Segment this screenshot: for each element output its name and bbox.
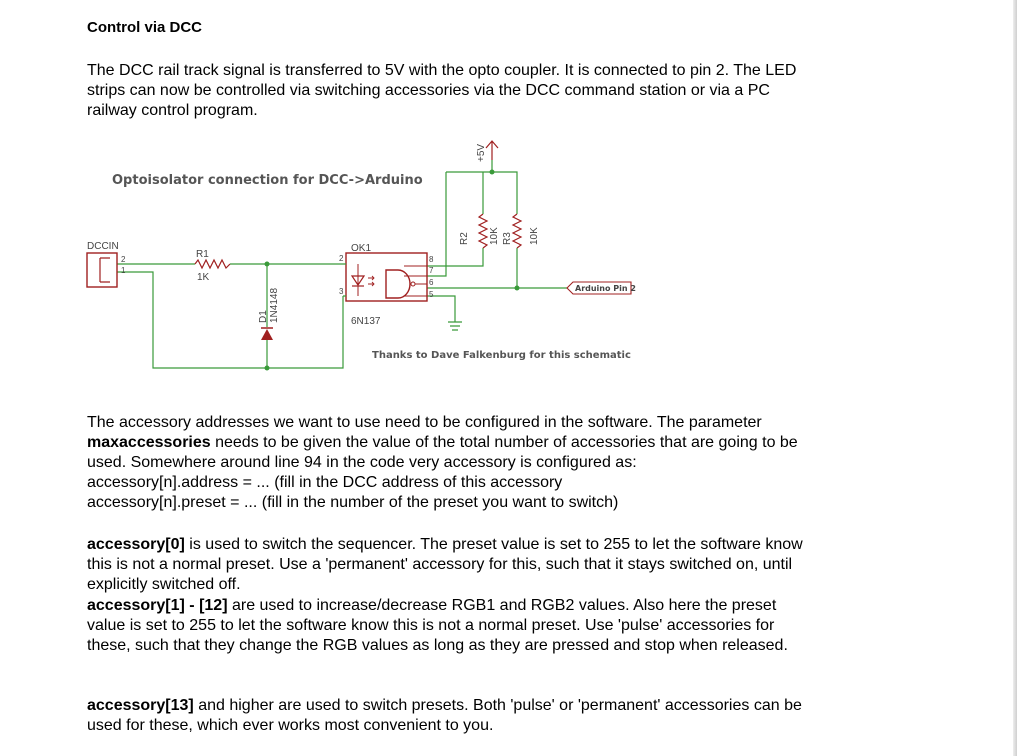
- r2-value: 10K: [489, 227, 500, 245]
- ok1-pin5: 5: [429, 290, 434, 299]
- acc13-term: accessory[13]: [87, 697, 194, 714]
- ok1-pin2: 2: [339, 254, 344, 263]
- config-line: [87, 433, 887, 453]
- intro-line: The DCC rail track signal is transferred to 5V with the opto coupler. It is connected to pin 2. The LED: [87, 62, 797, 79]
- accessory1-12-paragraph: [87, 596, 887, 656]
- r1-value: 1K: [197, 272, 210, 283]
- acc13-line: used for these, which ever works most convenient to you.: [87, 717, 494, 734]
- acc13-line: [87, 696, 887, 716]
- ok1-pin8: 8: [429, 255, 434, 264]
- r3-name: R3: [502, 232, 513, 245]
- acc0-text: is used to switch the sequencer. The preset value is set to 255 to let the software know: [184, 536, 803, 553]
- acc0-term: accessory[0]: [87, 536, 185, 553]
- intro-line: strips can now be controlled via switching accessories via the DCC command station or via a PC: [87, 82, 770, 99]
- config-line: The accessory addresses we want to use need to be configured in the software. The parameter: [87, 414, 762, 431]
- acc1-line: [87, 596, 887, 616]
- dccin-pin2: 2: [121, 255, 126, 264]
- ok1-pin3: 3: [339, 287, 344, 296]
- accessory13-paragraph: [87, 696, 887, 736]
- d1-value: 1N4148: [269, 287, 280, 323]
- section-heading: Control via DCC: [87, 19, 203, 36]
- config-paragraph: [87, 413, 887, 513]
- acc1-line: value is set to 255 to let the software know this is not a normal preset. Use 'pulse' accessories for: [87, 617, 775, 634]
- dccin-pin1: 1: [121, 266, 126, 275]
- r3-value: 10K: [529, 227, 540, 245]
- r2-name: R2: [459, 232, 470, 245]
- acc1-line: these, such that they change the RGB values as long as they are pressed and stop when released.: [87, 637, 788, 654]
- resistor-r2: [459, 214, 500, 248]
- optocoupler-ok1: [339, 243, 434, 327]
- schematic-credit: Thanks to Dave Falkenburg for this schematic: [372, 350, 631, 361]
- maxaccessories-term: maxaccessories: [87, 434, 211, 451]
- config-text: needs to be given the value of the total number of accessories that are going to be: [210, 434, 798, 451]
- acc1-text: are used to increase/decrease RGB1 and RGB2 values. Also here the preset: [227, 597, 777, 614]
- arduino-pin-port: [567, 282, 636, 294]
- acc0-line: [87, 535, 887, 555]
- ok1-name: OK1: [351, 243, 372, 254]
- config-line: accessory[n].address = ... (fill in the DCC address of this accessory: [87, 474, 563, 491]
- arduino-label: Arduino Pin 2: [575, 284, 636, 293]
- resistor-r3: [502, 214, 540, 248]
- ok1-part: 6N137: [351, 316, 381, 327]
- dccin-label: DCCIN: [87, 241, 119, 252]
- config-line: used. Somewhere around line 94 in the code very accessory is configured as:: [87, 454, 637, 471]
- ok1-pin7: 7: [429, 266, 434, 275]
- config-line: accessory[n].preset = ... (fill in the number of the preset you want to switch): [87, 494, 619, 511]
- ok1-pin6: 6: [429, 278, 434, 287]
- vcc-symbol: [476, 141, 498, 162]
- resistor-r1: [195, 249, 230, 283]
- accessory0-paragraph: [87, 535, 887, 595]
- intro-line: railway control program.: [87, 102, 258, 119]
- r1-name: R1: [196, 249, 209, 260]
- vcc-label: +5V: [476, 143, 487, 162]
- schematic-title: Optoisolator connection for DCC->Arduino: [112, 173, 423, 188]
- acc0-line: this is not a normal preset. Use a 'permanent' accessory for this, such that it stays switched on, until: [87, 556, 793, 573]
- acc0-line: explicitly switched off.: [87, 576, 241, 593]
- d1-name: D1: [258, 310, 269, 323]
- acc1-term: accessory[1] - [12]: [87, 597, 228, 614]
- diode-d1: [258, 288, 280, 340]
- acc13-text: and higher are used to switch presets. Both 'pulse' or 'permanent' accessories can be: [193, 697, 802, 714]
